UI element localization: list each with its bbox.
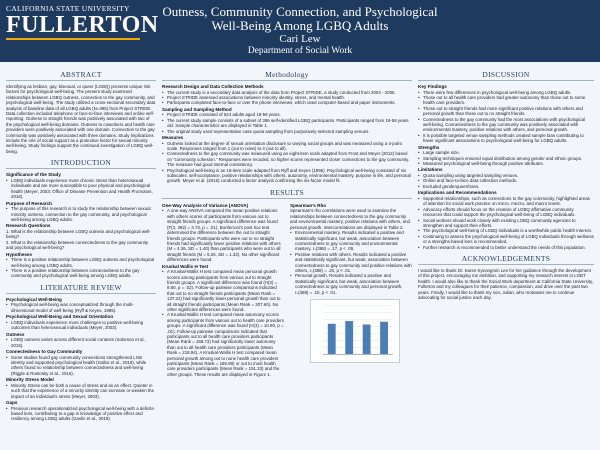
block-title: Measures <box>162 135 184 141</box>
list-item: • Environmental mastery. Results indicated a positive and statistically significant, but weak, association between connectedness to gay community and environmental mastery, rₛ(388) = .17, p < .05. <box>290 230 412 252</box>
purpose-list <box>6 206 156 222</box>
abstract-section <box>6 70 156 154</box>
block-title: Minority Stress Model <box>6 377 54 383</box>
list-item: • A Kruskal-Wallis H test compared mean autonomy scores among participants from various out to health care providers groups. A significant difference was found (H(3) = 10.90, p = .01). Follow-up pairwise comparisons indicated that participants out to all health care providers participants (Mean Rank = 158.73) had significantly lower autonomy than out to all health care providers participants (Mean Rank = 218.94). A Kruskal-Wallis H test compared mean personal growth among out to none health care providers participants (Mean Rank = 186.99) or out to most health care providers participants (Mean Rank = 151.33) and the other groups. These results are displayed in Figure 1. <box>162 312 284 377</box>
list-item: • Quota sampling using targeted sampling venues. <box>418 173 594 178</box>
acknowledgements-heading: ACKNOWLEDGEMENTS <box>418 254 594 265</box>
list-item: • Those out to all health care providers had greater autonomy than those out to some health care providers. <box>418 95 594 106</box>
list-item: • Project STRIDE consisted of 524 adults aged 18-59 years. <box>162 112 412 117</box>
list-item: • Previous research operationalized psychological well-being with a deficits-based lens, contributing to a gap in knowledge of positive effect and resiliency among LGBQ adults (Gaslin et al., 2019). <box>6 406 156 422</box>
block-title: Outness <box>6 331 25 337</box>
results-left <box>162 202 284 377</box>
hypotheses-title: Hypotheses <box>6 251 33 257</box>
block-list <box>162 112 412 134</box>
block-list <box>6 406 156 422</box>
introduction-section <box>6 158 156 278</box>
block-list <box>418 196 594 250</box>
block-title: Psychological Well-Being and Sexual Orientation <box>6 314 114 320</box>
list-item: • Supported relationships, such as connections to the gay community, highlighted areas of attention for social work practice on micro, mezzo, and macro levels. <box>418 196 594 207</box>
poster-department: Department of Social Work <box>247 46 353 56</box>
spearman-intro: Spearman's rho correlations were used to examine the relationships between connectedness to the gay community and environmental mastery, positive relations with others, and personal growth. Intercorrelations are displayed in Table 2. <box>290 208 410 230</box>
abstract-heading: ABSTRACT <box>6 70 156 81</box>
block-list <box>162 141 412 184</box>
kruskal-list <box>162 269 284 377</box>
results-right <box>290 202 412 377</box>
list-item: • A Kruskal-Wallis H test compared mean personal growth scores among participants from various out to straight friends groups. A significant difference was found (H(3) = 9.80, p = .02). Follow-up pairwise comparisons indicated that out to no straight friends participants (Mean Rank = 137.22) had significantly lower personal growth than out to all straight friends participants (Mean Rank = 207.60). No other significant differences were found. <box>162 269 284 312</box>
list-item: • Some studies found gay community connections strengthened LGB identity and supported psychological health (Gallor et al., 2019), while others found no relationship between connectedness and well-being (Riggle & Rostosky et al., 2016). <box>6 355 156 377</box>
chart-bar <box>363 324 371 354</box>
results-columns <box>162 202 412 377</box>
list-item: • It is possible targeted venue sampling methods created sample bias contributing to fewer significant associations to psychological well-being for LGBQ adults. <box>418 133 594 144</box>
list-item: • There were few differences in psychological well-being among LGBQ adults. <box>418 90 594 95</box>
block-title: Research Design and Data Collection Methods <box>162 84 264 89</box>
list-item: • Online and face-to-face data collection methods. <box>418 178 594 183</box>
discussion-section <box>418 70 594 250</box>
block-list <box>6 320 156 331</box>
list-item: • LGBQ individuals experience more chronic stress than heterosexual individuals and are more susceptible to poor physical and psychological health (Meyer, 2003; Office of Disease Prevention and Health Promotion, 2016). <box>6 178 156 200</box>
logo-top-text: CALIFORNIA STATE UNIVERSITY <box>6 4 130 13</box>
methodology-heading: Methodology <box>162 70 412 81</box>
methodology-section <box>162 70 412 184</box>
block-list <box>418 173 594 189</box>
research-questions-list <box>6 229 156 251</box>
block-title: Psychological Well-Being <box>6 296 62 302</box>
block-list <box>162 90 412 106</box>
list-item: 2. What is the relationship between connectedness to the gay community and psychological well-being? <box>6 239 149 251</box>
block-list <box>418 90 594 144</box>
block-list <box>6 383 156 399</box>
list-item: • Personal growth. Results indicated a positive and statistically significant, but weak, association between connectedness to gay community and personal growth, rₛ(388) = .10, p < .01. <box>290 273 412 295</box>
purpose-title: Purpose of Research <box>6 200 52 206</box>
column-left <box>6 70 156 444</box>
column-middle <box>162 70 412 444</box>
university-logo <box>6 4 159 54</box>
list-item: • Project STRIDE assessed associations between minority identity, stress, and mental health. <box>162 95 412 100</box>
methodology-blocks <box>162 84 412 184</box>
block-title: Connectedness to Gay Community <box>6 348 83 354</box>
literature-heading: LITERATURE REVIEW <box>6 283 156 294</box>
list-item: • Participants completed face-to-face or over the phone interviews, which used computer-based and paper instruments. <box>162 100 412 105</box>
spearman-title: Spearman's Rho <box>290 202 327 208</box>
list-item: • Social workers should work closely with existing LGBQ community agencies to strengthen and support their efforts. <box>418 218 594 229</box>
poster-title: Outness, Community Connection, and Psychological Well-Being Among LGBQ Adults <box>162 4 438 33</box>
list-item: • Further research is recommended to better understand the needs of this population. <box>418 245 594 250</box>
literature-blocks <box>6 297 156 422</box>
list-item: • Positive relations with others. Results indicated a positive and statistically significant, but weak, association between connectedness to gay community and positive relations with others, rₛ(388) = .20, p < .01. <box>290 252 412 274</box>
hypotheses-list <box>6 257 156 279</box>
chart-bar <box>345 321 353 354</box>
list-item: • Connectedness to the gay community had the most associations with psychological well-being. Connectedness to the gay community was positively associated with environmental mastery, positive relations with others, and personal growth. <box>418 117 594 133</box>
poster-author: Cari Lew <box>279 33 321 45</box>
acknowledgements-section <box>418 254 594 300</box>
introduction-heading: INTRODUCTION <box>6 158 156 169</box>
block-list <box>418 150 594 166</box>
list-item: • The original study used representative case quota sampling from purposively-selected sampling venues. <box>162 129 412 134</box>
anova-title: One-Way Analysis of Variance (ANOVA) <box>162 202 249 208</box>
list-item: • Advocacy efforts should focus on the creation of LGBQ affirmative community resources that could support the psychological well-being of LGBQ individuals. <box>418 207 594 218</box>
list-item: • Continuing to assess the psychological well-being of LGBQ individuals through wellness or a strengths-based lens is recommended. <box>418 234 594 245</box>
list-item: • Excluded genderqueer/trans. <box>418 184 594 189</box>
block-title: Implications and Recommendations <box>418 190 497 196</box>
list-item: • Sampling techniques ensured equal distribution among gender and ethnic groups. <box>418 156 594 161</box>
discussion-blocks <box>418 84 594 250</box>
list-item: • The purpose of this research is to study the relationship between sexual minority outness, connection to the gay community, and psychological well-being among LGBQ adults. <box>6 206 156 222</box>
chart-bar <box>380 322 388 355</box>
list-item: • Large sample size. <box>418 150 594 155</box>
block-list <box>6 337 156 348</box>
results-heading: RESULTS <box>162 188 412 199</box>
block-title: Limitations <box>418 167 443 173</box>
significance-title: Significance of the Study <box>6 172 61 178</box>
list-item: • There is a positive relationship between LGBQ outness and psychological well-being among LGBQ adults. <box>6 257 156 268</box>
column-right <box>418 70 594 444</box>
results-section <box>162 188 412 377</box>
discussion-heading: DISCUSSION <box>418 70 594 81</box>
block-title: Strengths <box>418 144 440 150</box>
block-title: Gaps <box>6 400 18 405</box>
list-item: • Those out to straight friends had more significant positive relations with others and personal growth than those out to no straight friends. <box>418 106 594 117</box>
block-list <box>6 302 156 313</box>
spearman-list <box>290 230 412 295</box>
literature-section <box>6 283 156 422</box>
kruskal-title: Kruskal Wallis H Test <box>162 263 209 269</box>
list-item: • Minority Stress can be both a cause of stress and as an effect. Quieter in such that the experience of a minority identity can increase or weaken the impact of an individual's stress (Meyer, 2003). <box>6 383 156 399</box>
list-item: • The current study is a secondary data analysis of the data from Project STRIDE, a study conducted from 2004 - 2005. <box>162 90 412 95</box>
chart-bar <box>328 324 336 354</box>
block-title: Sampling and Sampling Method <box>162 106 232 112</box>
list-item: • Measured psychological well-being through positive attributes. <box>418 161 594 166</box>
research-questions-title: Research Questions <box>6 223 51 229</box>
list-item: • A one-way ANOVA compared the mean positive relations with others scores of participants from various out to straight friends groups. A significant difference was found (F(3, 392) = 3.73, p = .01). Bonferroni's post hoc test determined the difference between the out to straight friends groups. Participants who were out to no straight friends had significantly lower positive relations with others (M = 4.36, SD = 1.40) than participants who were out to all straight friends (M = 5.26, SD = 1.32). No other significant differences were found. <box>162 208 284 262</box>
block-title: Key Findings <box>418 84 447 89</box>
list-item: • Psychological well-being is an 18-item scale adapted from Ryff and Keyes (1995). Psychological well-being consisted of six subscales: self-acceptance, positive relationships with others, autonomy, environmental mastery, purpose in life, and personal growth. Meyer et al. (2016) conducted a factor analysis confirming the six-factor model fit. <box>162 168 412 184</box>
logo-main-text: FULLERTON <box>6 12 159 38</box>
list-item: • The psychological well-being of LGBQ individuals is a worthwhile public health interest. <box>418 228 594 233</box>
list-item: • Psychological well-being was conceptualized through the multi-dimensional model of well-being (Ryff & Keyes, 1995). <box>6 302 156 313</box>
list-item: • Outness looked at the degree of sexual orientation disclosure to varying social groups and was measured using a 4-point scale. Responses ranged from 1 (out to none) to 4 (out to all). <box>162 141 412 152</box>
list-item: • Connectedness to the gay community was measured using an eight-item scale adapted from Frost and Meyer (2012) based on "community cohesion." Responses were recoded, so higher scores represented closer connections to the gay community. The measure had good internal consistency. <box>162 151 412 167</box>
acknowledgements-text: I would like to thank Dr. Karen Kyeongmin Lee for her guidance through the development of this project, encouraging me ambition, and supporting my research interest in LGBT health. I would also like to thank the Social Work department at California State University, Fullerton and my colleagues for their patience, compassion, and drive over the past two years. Finally, I would like to thank my son, Julian, who motivates me to continue advocating for social justice each day. <box>418 267 594 300</box>
list-item: • LGBQ outness varies across different social contexts (Solomon et al., 2015). <box>6 337 156 348</box>
results-bar-chart <box>310 299 400 363</box>
significance-list <box>6 178 156 200</box>
list-item: • The current study sample consists of a subset of 396 self-identified LGBQ participants. Participants ranged from 18-58 years old. Sample characteristics are displayed in Table 1. <box>162 118 412 129</box>
logo-accent-bar <box>6 38 140 40</box>
header-banner <box>0 0 600 62</box>
list-item: • LGBQ individuals experience more challenges to positive well-being outcomes than heterosexual individuals (Meyer, 2003). <box>6 320 156 331</box>
abstract-text: Identifying as lesbian, gay, bisexual, or queer (LGBQ) presents unique risk factors for psychological well-being. The present study examined relationships between LGBQ outness, connection to the gay community, and psychological well-being. The study utilized a cross-sectional secondary data analysis of baseline data of all LGBQ adults (N=396) from Project STRIDE. Data collection included telephone or face-to-face interviews and online self-reporting. Outness to straight friends was positively associated with two of the psychological well-being domains. Outness to coworkers and health care providers were positively associated with one domain. Connection to the gay community was positively associated with three domains. Study implications include the role of social support as a protective factor for sexual minority well-being. Study findings support the continued investigation of LGBQ well-being. <box>6 84 156 154</box>
list-item: 1. What is the relationship between LGBQ outness and psychological well-being? <box>6 228 151 240</box>
block-list <box>6 355 156 377</box>
anova-list <box>162 208 284 262</box>
list-item: • There is a positive relationship between connectedness to the gay community and psychological well-being among LGBQ adults. <box>6 268 156 279</box>
